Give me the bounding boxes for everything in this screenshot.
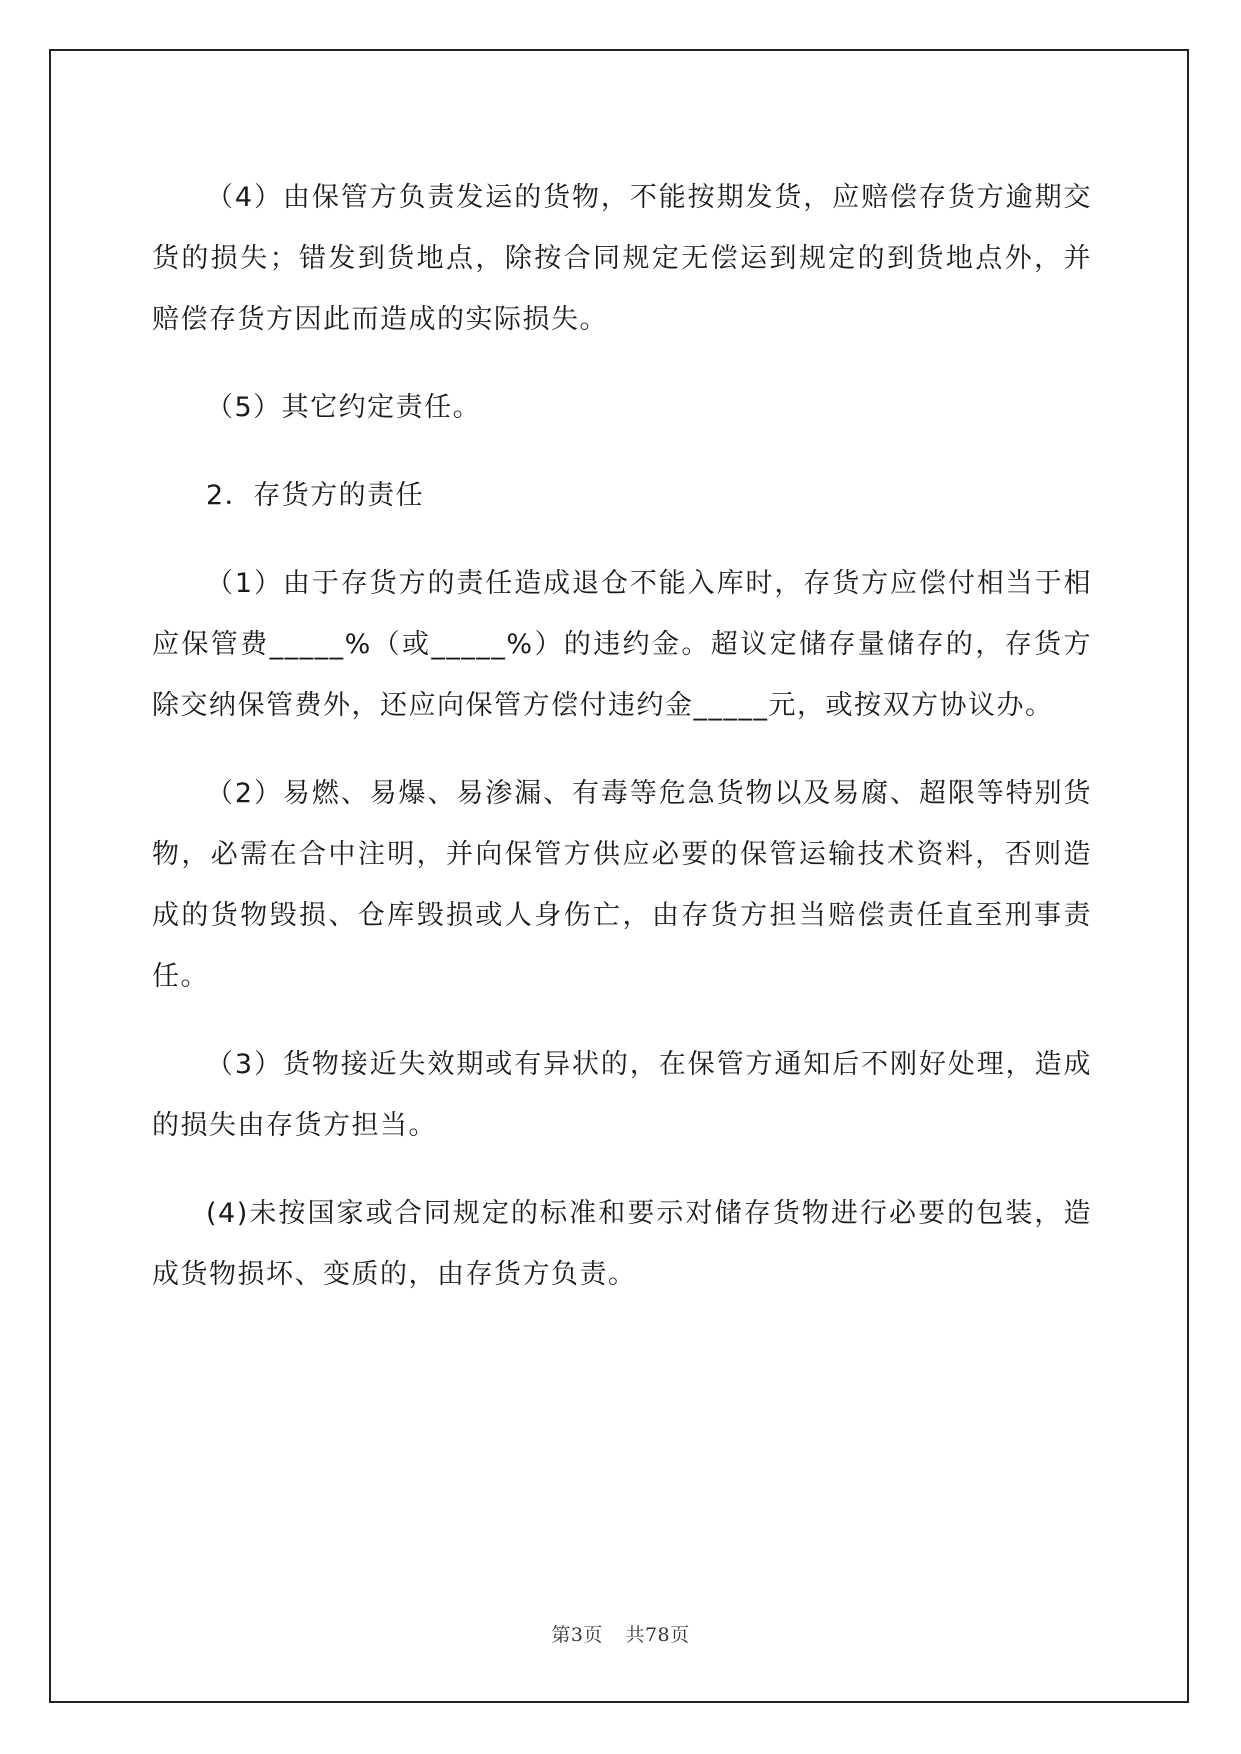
paragraph: （1）由于存货方的责任造成退仓不能入库时，存货方应偿付相当于相应保管费_____%（或_____%）的违约金。超议定储存量储存的，存货方除交纳保管费外，还应向保管方偿付违约金_____元，或按双方协议办。 [152,568,1092,721]
section-heading: 2．存货方的责任 [206,480,425,511]
total-pages: 共78页 [625,1624,690,1646]
paragraph: （4）由保管方负责发运的货物，不能按期发货，应赔偿存货方逾期交货的损失；错发到货地点，除按合同规定无偿运到规定的到货地点外，并赔偿存货方因此而造成的实际损失。 [152,182,1092,335]
document-body [152,167,1092,1332]
page-footer [0,1620,1241,1647]
paragraph: （3）货物接近失效期或有异状的，在保管方通知后不刚好处理，造成的损失由存货方担当。 [152,1049,1092,1141]
paragraph: （2）易燃、易爆、易渗漏、有毒等危急货物以及易腐、超限等特别货物，必需在合中注明，并向保管方供应必要的保管运输技术资料，否则造成的货物毁损、仓库毁损或人身伤亡，由存货方担当赔偿责任直至刑事责任。 [152,778,1092,992]
paragraph: (4)未按国家或合同规定的标准和要示对储存货物进行必要的包装，造成货物损坏、变质的，由存货方负责。 [152,1198,1092,1290]
paragraph: （5）其它约定责任。 [206,392,482,423]
page-number: 第3页 [551,1624,603,1646]
